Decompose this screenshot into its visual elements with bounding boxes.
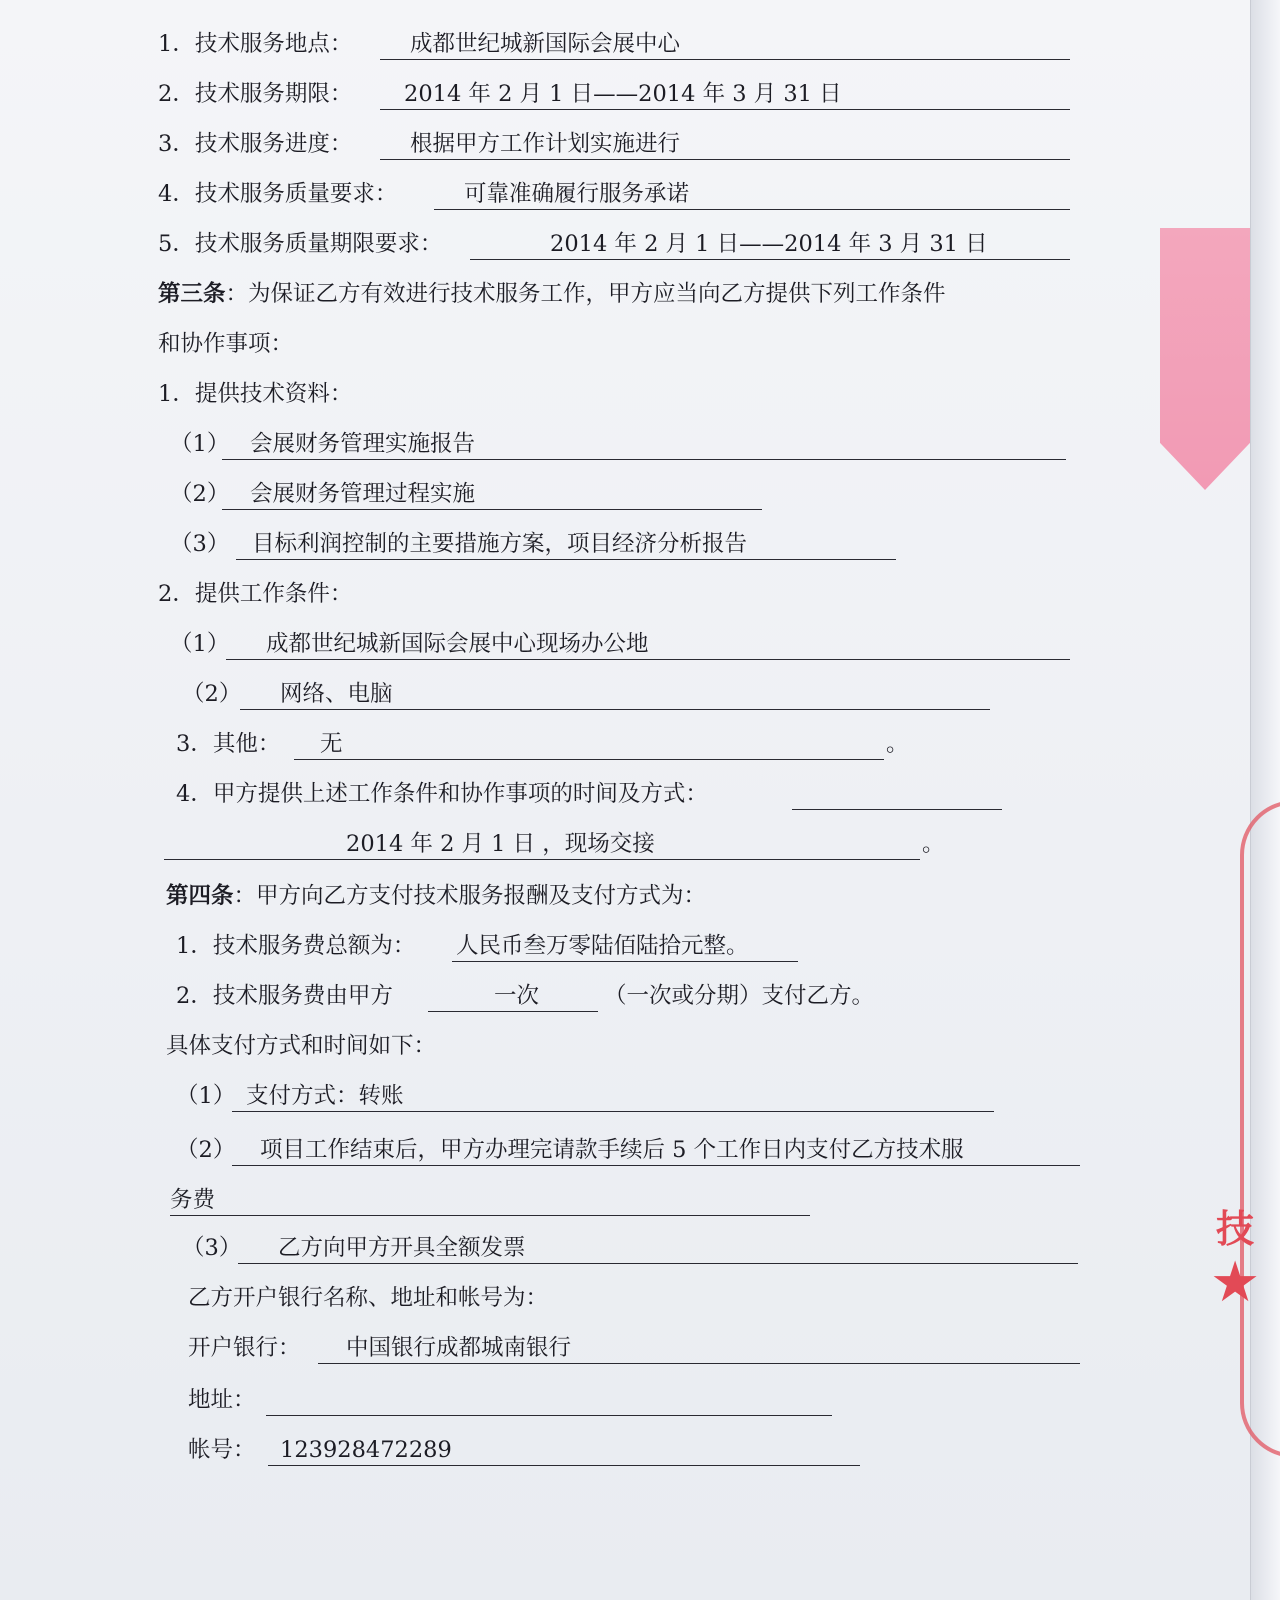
total-label: 1．技术服务费总额为： [176,933,416,959]
method-value: 乙方向甲方开具全额发票 [278,1235,526,1261]
service-period-label: 2．技术服务期限： [158,81,353,107]
other-period: 。 [886,731,909,757]
article4-text: ：甲方向乙方支付技术服务报酬及支付方式为： [233,883,707,909]
article3-text-cont: 和协作事项： [158,331,294,357]
timing-label: 4．甲方提供上述工作条件和协作事项的时间及方式： [176,781,708,807]
method-num: （3） [182,1235,242,1261]
condition-row-1 [0,624,1280,664]
timing-row [0,774,1280,814]
service-quality-period-field [470,224,1070,260]
material-value: 会展财务管理过程实施 [250,481,476,507]
service-location-label: 1．技术服务地点： [158,31,353,57]
seal-ring [1240,800,1280,1458]
account-field [268,1430,860,1466]
condition-row-2 [0,674,1280,714]
service-quality-period-value: 2014 年 2 月 1 日——2014 年 3 月 31 日 [550,231,988,257]
service-period-field [380,74,1070,110]
material-row-1 [0,424,1280,464]
condition-value: 成都世纪城新国际会展中心现场办公地 [266,631,649,657]
condition-num: （1） [170,631,230,657]
service-location-value: 成都世纪城新国际会展中心 [410,31,681,57]
article4-heading: 第四条 [166,883,234,909]
seal-star-icon: ★ [1210,1250,1261,1315]
material-row-2 [0,474,1280,514]
method-value-cont: 务费 [170,1187,216,1213]
service-progress-value: 根据甲方工作计划实施进行 [410,131,681,157]
bank-value: 中国银行成都城南银行 [346,1335,572,1361]
material-row-3 [0,524,1280,564]
service-location-row [0,24,1280,64]
material-num: （1） [170,431,230,457]
bank-info-heading [0,1278,1280,1318]
bank-info-label: 乙方开户银行名称、地址和帐号为： [188,1285,549,1311]
article3-heading: 第三条 [158,281,226,307]
service-quality-label: 4．技术服务质量要求： [158,181,398,207]
material-num: （2） [170,481,230,507]
timing-field-start [792,774,1002,810]
other-field [294,724,884,760]
method-row-3 [0,1228,1280,1268]
specific-label: 具体支付方式和时间如下： [166,1033,437,1059]
total-field [452,926,798,962]
pay-by-field [428,976,598,1012]
service-location-field [380,24,1070,60]
method-field [238,1228,1078,1264]
address-label: 地址： [188,1387,256,1413]
method-field [232,1076,994,1112]
timing-value: 2014 年 2 月 1 日 ，现场交接 [346,831,655,857]
service-quality-period-label: 5．技术服务质量期限要求： [158,231,443,257]
material-field [222,474,762,510]
service-quality-field [434,174,1070,210]
method-value: 项目工作结束后，甲方办理完请款手续后 5 个工作日内支付乙方技术服 [260,1137,964,1163]
method-row-2-cont [0,1180,1280,1220]
condition-field [226,624,1070,660]
service-quality-period-row [0,224,1280,264]
address-row [0,1380,1280,1420]
timing-period: 。 [922,831,945,857]
service-quality-row [0,174,1280,214]
bank-label: 开户银行： [188,1335,301,1361]
tech-materials-label: 1．提供技术资料： [158,381,353,407]
method-value: 支付方式：转账 [246,1083,404,1109]
total-value: 人民币叁万零陆佰陆拾元整。 [456,933,749,959]
condition-field [240,674,990,710]
article3-intro-cont [0,324,1280,364]
work-conditions-label: 2．提供工作条件： [158,581,353,607]
service-progress-row [0,124,1280,164]
method-row-1 [0,1076,1280,1116]
condition-value: 网络、电脑 [280,681,393,707]
service-period-value: 2014 年 2 月 1 日——2014 年 3 月 31 日 [404,81,842,107]
material-value: 会展财务管理实施报告 [250,431,476,457]
tech-materials-heading [0,374,1280,414]
work-conditions-heading [0,574,1280,614]
total-row [0,926,1280,966]
pay-by-prefix: 2．技术服务费由甲方 [176,983,393,1009]
method-field [232,1130,1080,1166]
material-num: （3） [170,531,230,557]
sticky-tab-marker [1160,228,1250,490]
pay-by-row [0,976,1280,1016]
pay-by-suffix: （一次或分期）支付乙方。 [604,983,875,1009]
service-period-row [0,74,1280,114]
other-label: 3．其他： [176,731,281,757]
seal-character: 技 [1216,1207,1255,1251]
bank-row [0,1328,1280,1368]
material-field [236,524,896,560]
address-field [266,1380,832,1416]
service-progress-field [380,124,1070,160]
method-num: （2） [176,1137,236,1163]
timing-field [164,824,920,860]
service-progress-label: 3．技术服务进度： [158,131,353,157]
timing-value-row [0,824,1280,864]
method-row-2 [0,1130,1280,1170]
specific-heading [0,1026,1280,1066]
other-value: 无 [320,731,343,757]
material-field [222,424,1066,460]
account-row [0,1430,1280,1470]
service-quality-value: 可靠准确履行服务承诺 [464,181,690,207]
account-value: 123928472289 [280,1437,452,1463]
material-value: 目标利润控制的主要措施方案，项目经济分析报告 [252,531,748,557]
bank-field [318,1328,1080,1364]
article3-intro [0,274,1280,314]
article3-text: ：为保证乙方有效进行技术服务工作，甲方应当向乙方提供下列工作条件 [225,281,946,307]
company-seal [1210,800,1261,1450]
article4-intro [0,876,1280,916]
other-row [0,724,1280,764]
method-field-cont [170,1180,810,1216]
pay-by-value: 一次 [494,983,540,1009]
method-num: （1） [176,1083,236,1109]
condition-num: （2） [182,681,242,707]
account-label: 帐号： [188,1437,256,1463]
